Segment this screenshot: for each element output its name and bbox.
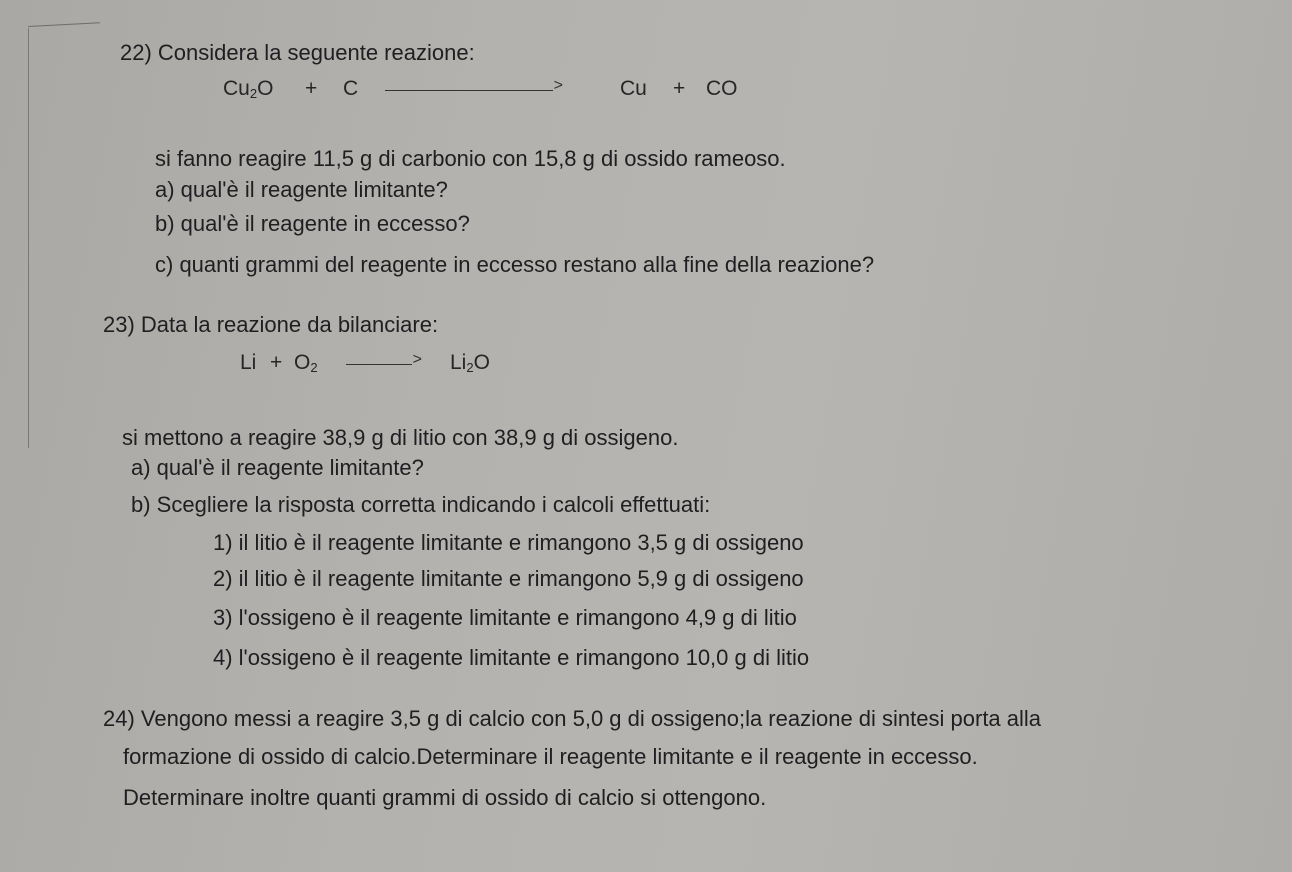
q23-option-4: 4) l'ossigeno è il reagente limitante e rimangono 10,0 g di litio: [213, 645, 810, 670]
q22-product-cu: Cu: [620, 77, 647, 100]
q23-reactant-li: Li: [240, 351, 257, 374]
q22-plus-1: +: [305, 77, 318, 100]
q22-product-co: CO: [706, 77, 738, 100]
q23-question-b: b) Scegliere la risposta corretta indicando i calcoli effettuati:: [131, 492, 711, 517]
q22-reactant-cu2o: $Cu_2O$: [223, 77, 274, 101]
q22-reactant-c: C: [343, 77, 359, 100]
q22-title: 22) Considera la seguente reazione:: [120, 40, 475, 65]
q22-question-a: a) qual'è il reagente limitante?: [155, 177, 448, 202]
q23-option-1: 1) il litio è il reagente limitante e rimangono 3,5 g di ossigeno: [213, 530, 804, 555]
q23-reaction-arrow: [346, 364, 412, 365]
q23-option-3: 3) l'ossigeno è il reagente limitante e rimangono 4,9 g di litio: [213, 605, 797, 630]
q23-title: 23) Data la reazione da bilanciare:: [103, 312, 439, 337]
q22-question-c: c) quanti grammi del reagente in eccesso restano alla fine della reazione?: [155, 252, 875, 277]
page-border-top: [28, 22, 100, 27]
q23-option-2: 2) il litio è il reagente limitante e rimangono 5,9 g di ossigeno: [213, 566, 804, 591]
q24-line-1: 24) Vengono messi a reagire 3,5 g di calcio con 5,0 g di ossigeno;la reazione di sintesi porta alla: [103, 706, 1042, 731]
q23-statement: si mettono a reagire 38,9 g di litio con 38,9 g di ossigeno.: [122, 425, 679, 450]
q22-reaction-arrow: [385, 90, 553, 91]
q23-plus: +: [270, 351, 283, 374]
q24-line-2: formazione di ossido di calcio.Determinare il reagente limitante e il reagente in eccesso.: [123, 744, 978, 769]
q23-product-li2o: $Li_2O$: [450, 351, 490, 375]
q22-plus-2: +: [673, 77, 686, 100]
page-border-left: [28, 28, 29, 448]
q22-question-b: b) qual'è il reagente in eccesso?: [155, 211, 470, 236]
q22-statement: si fanno reagire 11,5 g di carbonio con 15,8 g di ossido rameoso.: [155, 146, 786, 171]
q23-question-a: a) qual'è il reagente limitante?: [131, 455, 424, 480]
q24-line-3: Determinare inoltre quanti grammi di ossido di calcio si ottengono.: [123, 785, 767, 810]
q23-reactant-o2: $O_2$: [294, 351, 318, 375]
